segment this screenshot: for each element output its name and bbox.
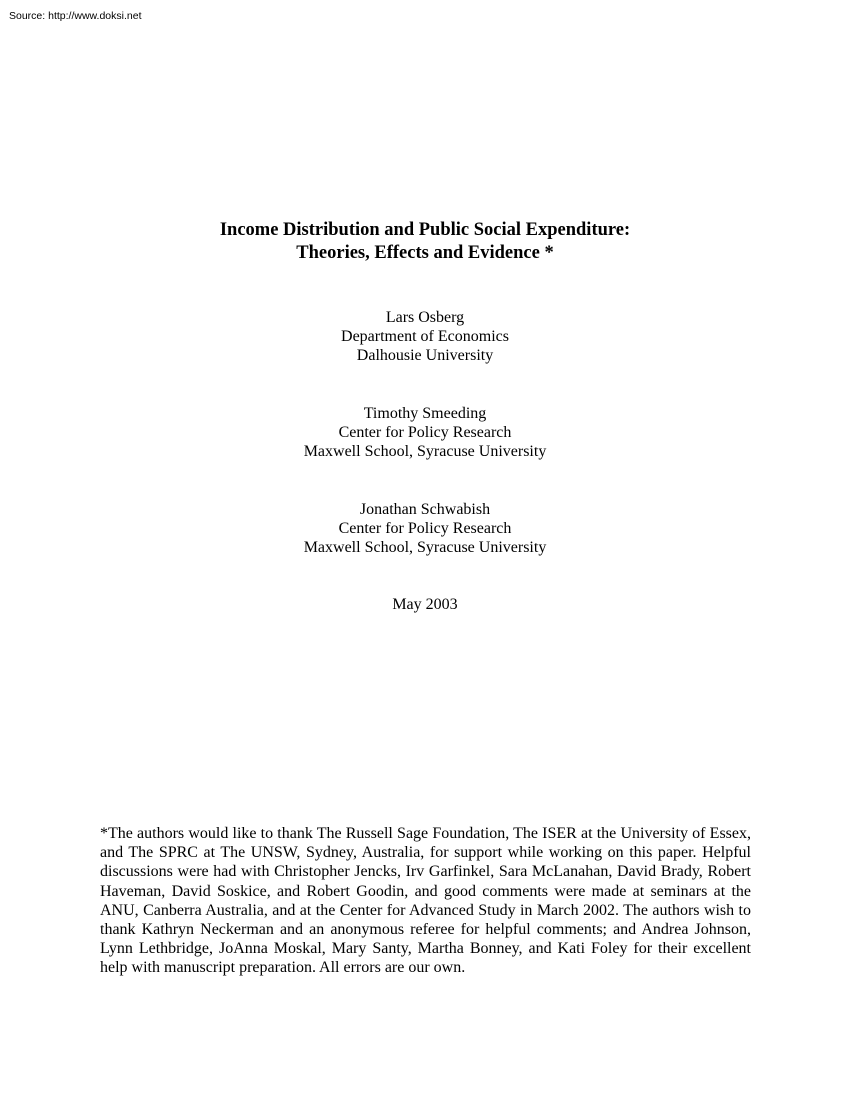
publication-date: May 2003: [392, 596, 458, 613]
author-name: Lars Osberg: [385, 309, 465, 326]
author-block-smeeding: [0, 404, 850, 461]
source-url-line: Source: http://www.doksi.net: [9, 10, 142, 22]
author-affiliation-institution: Maxwell School, Syracuse University: [303, 443, 547, 460]
acknowledgements-footnote: *The authors would like to thank The Russell Sage Foundation, The ISER at the University of Essex, and The SPRC at The UNSW, Sydney, Australia, for support while working on this paper. Helpful discussions were had with Christopher Jencks, Irv Garfinkel, Sara McLanahan, David Brady, Robert Haveman, David Soskice, and Robert Goodin, and good comments were made at seminars at the ANU, Canberra Australia, and at the Center for Advanced Study in March 2002. The authors wish to thank Kathryn Neckerman and an anonymous referee for helpful comments; and Andrea Johnson, Lynn Lethbridge, JoAnna Moskal, Mary Santy, Martha Bonney, and Kati Foley for their excellent help with manuscript preparation. All errors are our own.: [100, 825, 751, 977]
paper-title-line-1: Income Distribution and Public Social Expenditure:: [219, 220, 631, 240]
author-name: Jonathan Schwabish: [359, 501, 491, 518]
author-affiliation-institution: Dalhousie University: [356, 347, 494, 364]
author-block-osberg: [0, 308, 850, 365]
paper-title-line-2: Theories, Effects and Evidence *: [296, 243, 554, 263]
author-affiliation-institution: Maxwell School, Syracuse University: [303, 539, 547, 556]
author-block-schwabish: [0, 500, 850, 557]
author-affiliation-department: Department of Economics: [341, 328, 509, 345]
paper-title: [0, 219, 850, 265]
author-affiliation-department: Center for Policy Research: [338, 520, 512, 537]
author-affiliation-department: Center for Policy Research: [338, 424, 512, 441]
author-name: Timothy Smeeding: [363, 405, 487, 422]
